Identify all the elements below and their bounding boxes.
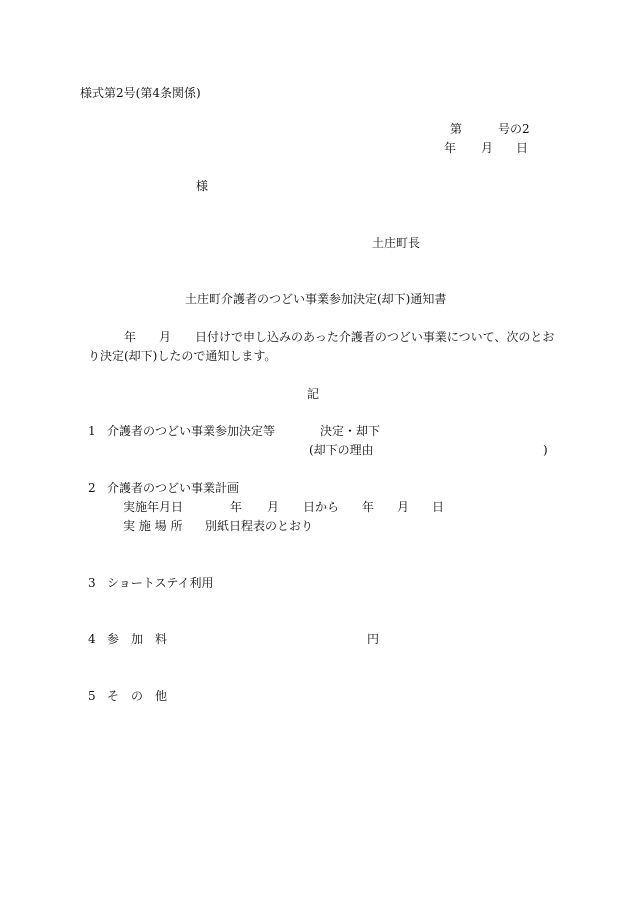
item5-label: そ の 他 bbox=[107, 689, 168, 703]
body-text-line1: 日付けで申し込みのあった介護者のつどい事業について、次のとお bbox=[195, 330, 555, 344]
item4-number: 4 bbox=[88, 632, 96, 646]
item4-label: 参 加 料 bbox=[107, 632, 168, 646]
item1-reason-close: ) bbox=[543, 443, 548, 457]
item3-number: 3 bbox=[88, 576, 96, 590]
document-title: 土庄町介護者のつどい事業参加決定(却下)通知書 bbox=[185, 292, 447, 306]
item1-number: 1 bbox=[88, 424, 96, 438]
item1-value: 決定・却下 bbox=[320, 424, 381, 438]
sender-name: 土庄町長 bbox=[372, 236, 421, 250]
item2-to-year: 年 bbox=[362, 500, 375, 514]
item2-from-day: 日から bbox=[303, 500, 340, 514]
header-go: 号の2 bbox=[498, 122, 530, 136]
item2-place-label: 実 施 場 所 bbox=[123, 519, 183, 533]
form-label: 様式第2号(第4条関係) bbox=[80, 86, 201, 100]
item2-number: 2 bbox=[88, 481, 96, 495]
item2-place-value: 別紙日程表のとおり bbox=[205, 519, 314, 533]
header-day: 日 bbox=[516, 141, 529, 155]
item2-to-month: 月 bbox=[397, 500, 410, 514]
header-dai: 第 bbox=[450, 122, 463, 136]
item2-to-day: 日 bbox=[432, 500, 445, 514]
addressee-sama: 様 bbox=[196, 179, 209, 193]
item1-label: 介護者のつどい事業参加決定等 bbox=[107, 424, 276, 438]
item2-from-month: 月 bbox=[267, 500, 280, 514]
item2-label: 介護者のつどい事業計画 bbox=[107, 481, 240, 495]
item2-date-label: 実施年月日 bbox=[123, 500, 184, 514]
ki-heading: 記 bbox=[307, 387, 320, 401]
item4-unit: 円 bbox=[367, 632, 380, 646]
body-month: 月 bbox=[159, 330, 172, 344]
header-year: 年 bbox=[444, 141, 457, 155]
header-month: 月 bbox=[481, 141, 494, 155]
item1-reason-open: (却下の理由 bbox=[309, 443, 374, 457]
body-year: 年 bbox=[124, 330, 137, 344]
item3-label: ショートステイ利用 bbox=[107, 576, 214, 590]
item2-from-year: 年 bbox=[230, 500, 243, 514]
body-text-line2: り決定(却下)したので通知します。 bbox=[88, 349, 277, 363]
item5-number: 5 bbox=[88, 689, 96, 703]
